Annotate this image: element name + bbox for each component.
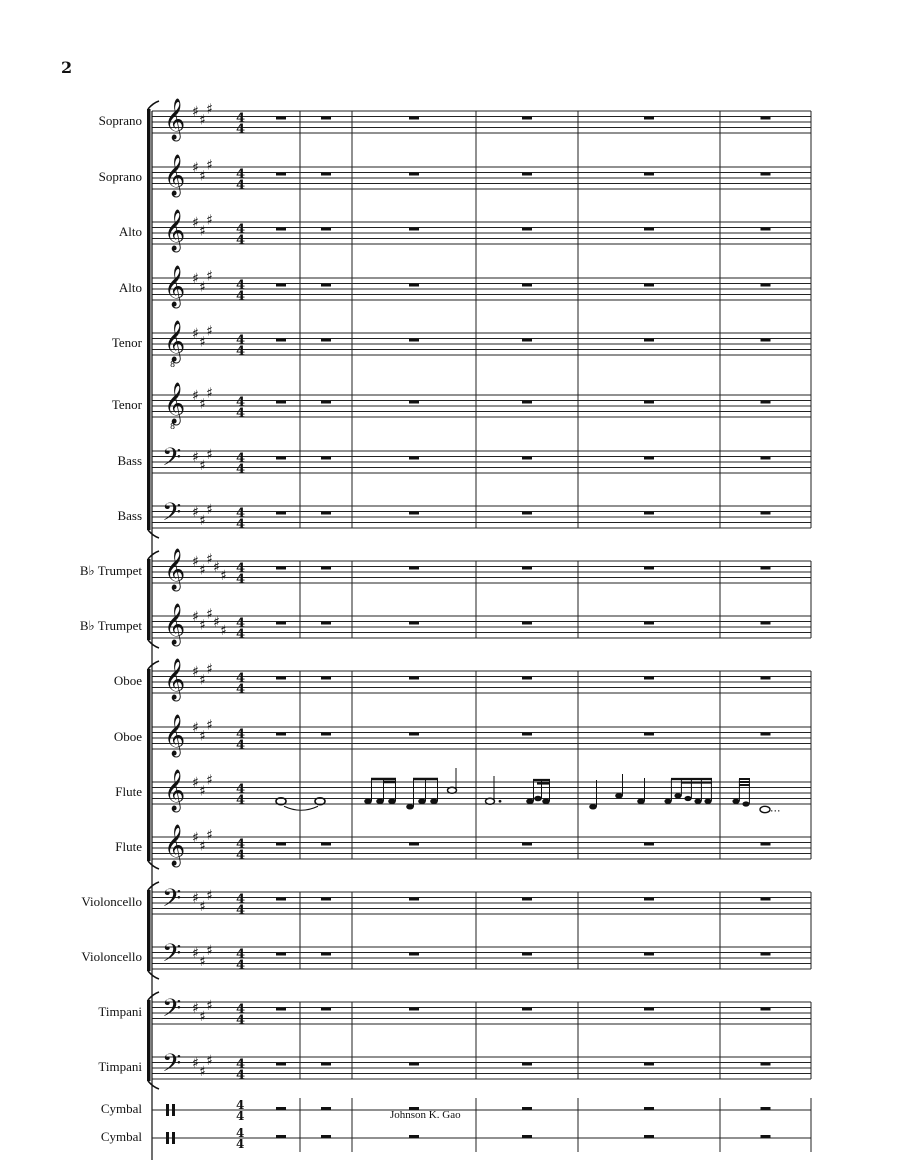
composer-name: Johnson K. Gao	[390, 1109, 461, 1121]
time-signature-denominator: 4	[236, 122, 246, 137]
sharp-icon: ♯	[199, 168, 206, 185]
time-signature-denominator: 4	[236, 289, 246, 304]
whole-rest-icon	[522, 401, 532, 404]
whole-rest-icon	[409, 284, 419, 287]
whole-rest-icon	[522, 677, 532, 680]
sharp-icon: ♯	[206, 772, 213, 789]
sharp-icon: ♯	[206, 551, 213, 568]
time-signature-denominator: 4	[236, 1013, 246, 1028]
whole-rest-icon	[644, 457, 654, 460]
sharp-icon: ♯	[192, 326, 199, 342]
whole-rest-icon	[409, 677, 419, 680]
sharp-icon: ♯	[206, 661, 213, 678]
group-bracket	[147, 669, 151, 861]
whole-rest-icon	[321, 953, 331, 956]
whole-rest-icon	[321, 512, 331, 515]
whole-rest-icon	[276, 228, 286, 231]
time-signature-numerator: 4	[236, 727, 246, 742]
whole-rest-icon	[522, 1107, 532, 1110]
treble-clef-icon: 𝄞	[164, 715, 186, 756]
whole-rest-icon	[276, 953, 286, 956]
sharp-icon: ♯	[199, 672, 206, 689]
instrument-label: Tenor	[111, 397, 142, 412]
time-signature-denominator: 4	[236, 627, 246, 642]
whole-rest-icon	[321, 567, 331, 570]
time-signature-numerator: 4	[236, 451, 246, 466]
time-signature-denominator: 4	[236, 1137, 245, 1151]
whole-rest-icon	[522, 228, 532, 231]
whole-rest-icon	[644, 173, 654, 176]
instrument-label: Oboe	[113, 673, 142, 688]
sharp-icon: ♯	[199, 783, 206, 800]
whole-rest-icon	[409, 457, 419, 460]
sharp-icon: ♯	[192, 1055, 199, 1072]
whole-rest-icon	[522, 733, 532, 736]
whole-rest-icon	[522, 339, 532, 342]
whole-rest-icon	[276, 1063, 286, 1066]
whole-rest-icon	[761, 228, 771, 231]
treble-clef-icon: 𝄞	[164, 155, 186, 196]
whole-rest-icon	[321, 117, 331, 120]
instrument-label: Bass	[117, 453, 142, 468]
dot	[499, 800, 502, 803]
time-signature-denominator: 4	[236, 517, 246, 532]
sharp-icon: ♯	[206, 942, 213, 959]
whole-rest-icon	[522, 622, 532, 625]
whole-rest-icon	[522, 284, 532, 287]
note	[364, 798, 372, 804]
whole-rest-icon	[321, 1107, 331, 1110]
sharp-icon: ♯	[199, 898, 206, 915]
time-signature-denominator: 4	[236, 958, 246, 973]
whole-rest-icon	[321, 173, 331, 176]
sharp-icon: ♯	[206, 268, 213, 285]
whole-rest-icon	[644, 512, 654, 515]
octave-mark: 8	[170, 422, 176, 431]
whole-rest-icon	[276, 401, 286, 404]
time-signature-numerator: 4	[236, 278, 246, 293]
whole-rest-icon	[409, 953, 419, 956]
time-signature-denominator: 4	[236, 1109, 245, 1123]
instrument-label: Tenor	[111, 335, 142, 350]
whole-rest-icon	[522, 173, 532, 176]
instrument-label: Bass	[117, 508, 142, 523]
whole-rest-icon	[644, 228, 654, 231]
sharp-icon: ♯	[199, 1063, 206, 1080]
note	[704, 799, 711, 804]
sharp-icon: ♯	[199, 562, 206, 579]
whole-rest-icon	[644, 117, 654, 120]
whole-rest-icon	[409, 512, 419, 515]
sharp-icon: ♯	[206, 501, 213, 518]
time-signature-numerator: 4	[236, 333, 246, 348]
time-signature-numerator: 4	[236, 837, 246, 852]
sharp-icon: ♯	[192, 609, 199, 625]
whole-rest-icon	[276, 733, 286, 736]
sharp-icon: ♯	[199, 953, 206, 970]
whole-rest-icon	[761, 401, 771, 404]
whole-rest-icon	[321, 898, 331, 901]
whole-rest-icon	[522, 1008, 532, 1011]
bracket-hook	[148, 861, 159, 869]
sharp-icon: ♯	[192, 890, 199, 907]
bracket-hook	[148, 992, 159, 1000]
sharp-icon: ♯	[206, 212, 213, 229]
sharp-icon: ♯	[213, 614, 220, 631]
sharp-icon: ♯	[206, 997, 213, 1014]
whole-rest-icon	[522, 1063, 532, 1066]
whole-rest-icon	[761, 677, 771, 680]
whole-rest-icon	[321, 843, 331, 846]
time-signature-denominator: 4	[236, 344, 246, 359]
note	[534, 796, 542, 802]
time-signature-numerator: 4	[236, 671, 246, 686]
whole-rest-icon	[644, 567, 654, 570]
whole-rest-icon	[409, 1008, 419, 1011]
whole-rest-icon	[409, 843, 419, 846]
whole-rest-icon	[321, 228, 331, 231]
whole-rest-icon	[276, 173, 286, 176]
instrument-label: Alto	[118, 280, 142, 295]
instrument-label: B♭ Trumpet	[79, 563, 142, 578]
instrument-label: Cymbal	[100, 1129, 142, 1144]
treble-clef-icon: 𝄞	[164, 99, 186, 140]
treble-clef-icon: 𝄞	[164, 321, 186, 362]
sharp-icon: ♯	[220, 567, 227, 584]
bass-clef-icon: 𝄢	[162, 1049, 182, 1084]
time-signature-numerator: 4	[236, 222, 246, 237]
whole-rest-icon	[644, 1063, 654, 1066]
whole-rest-icon	[761, 622, 771, 625]
note	[664, 799, 671, 804]
whole-rest-icon	[409, 1063, 419, 1066]
whole-rest-icon	[321, 284, 331, 287]
instrument-label: Flute	[115, 784, 142, 799]
whole-rest-icon	[761, 1008, 771, 1011]
instrument-label: Timpani	[98, 1059, 142, 1074]
whole-rest-icon	[644, 339, 654, 342]
whole-rest-icon	[644, 401, 654, 404]
note	[486, 798, 495, 804]
whole-rest-icon	[276, 339, 286, 342]
whole-rest-icon	[761, 1107, 771, 1110]
time-signature-numerator: 4	[236, 395, 246, 410]
whole-rest-icon	[522, 843, 532, 846]
percussion-clef-icon	[172, 1104, 175, 1116]
bracket-hook	[148, 551, 159, 559]
whole-rest-icon	[761, 953, 771, 956]
time-signature-numerator: 4	[236, 616, 246, 631]
time-signature-denominator: 4	[236, 462, 246, 477]
whole-rest-icon	[409, 622, 419, 625]
time-signature-numerator: 4	[236, 167, 246, 182]
note	[376, 798, 384, 804]
time-signature-numerator: 4	[236, 561, 246, 576]
note	[674, 793, 681, 798]
sharp-icon: ♯	[206, 323, 213, 340]
whole-rest-icon	[644, 733, 654, 736]
whole-rest-icon	[644, 898, 654, 901]
sharp-icon: ♯	[192, 664, 199, 680]
sharp-icon: ♯	[206, 887, 213, 904]
whole-rest-icon	[761, 339, 771, 342]
sharp-icon: ♯	[192, 1000, 199, 1017]
whole-rest-icon	[522, 1135, 532, 1138]
dots: ...	[770, 801, 781, 815]
whole-rest-icon	[321, 339, 331, 342]
whole-rest-icon	[644, 622, 654, 625]
whole-rest-icon	[409, 1135, 419, 1138]
whole-rest-icon	[276, 1008, 286, 1011]
percussion-clef-icon	[166, 1132, 169, 1144]
note	[418, 798, 426, 804]
sharp-icon: ♯	[192, 720, 199, 736]
time-signature-denominator: 4	[236, 233, 246, 248]
group-bracket	[147, 890, 151, 971]
instrument-label: B♭ Trumpet	[79, 618, 142, 633]
whole-rest-icon	[522, 457, 532, 460]
whole-rest-icon	[761, 1063, 771, 1066]
sharp-icon: ♯	[199, 728, 206, 745]
treble-clef-icon: 𝄞	[164, 825, 186, 866]
whole-rest-icon	[761, 457, 771, 460]
instrument-label: Oboe	[113, 729, 142, 744]
bracket-hook	[148, 530, 159, 538]
whole-rest-icon	[761, 512, 771, 515]
whole-rest-icon	[409, 339, 419, 342]
time-signature-denominator: 4	[236, 738, 246, 753]
note	[448, 787, 457, 793]
whole-rest-icon	[644, 843, 654, 846]
treble-clef-icon: 𝄞	[164, 659, 186, 700]
whole-rest-icon	[276, 1107, 286, 1110]
instrument-label: Violoncello	[81, 894, 142, 909]
whole-rest-icon	[276, 284, 286, 287]
whole-rest-icon	[276, 677, 286, 680]
treble-clef-icon: 𝄞	[164, 266, 186, 307]
bass-clef-icon: 𝄢	[162, 498, 182, 533]
instrument-label: Alto	[118, 224, 142, 239]
group-bracket	[147, 1000, 151, 1081]
whole-rest-icon	[761, 173, 771, 176]
whole-rest-icon	[321, 1135, 331, 1138]
sharp-icon: ♯	[206, 1052, 213, 1069]
sharp-icon: ♯	[199, 112, 206, 129]
sharp-icon: ♯	[206, 101, 213, 118]
sharp-icon: ♯	[192, 160, 199, 176]
bracket-hook	[148, 101, 159, 109]
whole-rest-icon	[321, 677, 331, 680]
sharp-icon: ♯	[199, 838, 206, 855]
sharp-icon: ♯	[199, 1008, 206, 1025]
percussion-clef-icon	[172, 1132, 175, 1144]
whole-rest-icon	[522, 567, 532, 570]
sharp-icon: ♯	[199, 512, 206, 529]
sharp-icon: ♯	[192, 504, 199, 521]
tie	[284, 806, 318, 810]
sharp-icon: ♯	[192, 830, 199, 846]
whole-rest-icon	[761, 733, 771, 736]
bass-clef-icon: 𝄢	[162, 884, 182, 919]
sharp-icon: ♯	[206, 385, 213, 402]
bracket-hook	[148, 971, 159, 979]
time-signature-numerator: 4	[236, 782, 246, 797]
bass-clef-icon: 𝄢	[162, 939, 182, 974]
sharp-icon: ♯	[206, 157, 213, 174]
whole-rest-icon	[409, 401, 419, 404]
sharp-icon: ♯	[199, 223, 206, 240]
whole-rest-icon	[761, 567, 771, 570]
whole-rest-icon	[276, 1135, 286, 1138]
treble-clef-icon: 𝄞	[164, 383, 186, 424]
sharp-icon: ♯	[199, 334, 206, 351]
time-signature-numerator: 4	[236, 1126, 245, 1140]
whole-rest-icon	[409, 228, 419, 231]
time-signature-denominator: 4	[236, 1068, 246, 1083]
note	[637, 798, 645, 804]
sharp-icon: ♯	[220, 622, 227, 639]
time-signature-numerator: 4	[236, 1002, 246, 1017]
whole-rest-icon	[276, 622, 286, 625]
whole-rest-icon	[409, 567, 419, 570]
whole-rest-icon	[644, 953, 654, 956]
whole-rest-icon	[644, 1008, 654, 1011]
note	[732, 799, 739, 804]
time-signature-numerator: 4	[236, 947, 246, 962]
whole-rest-icon	[321, 622, 331, 625]
time-signature-denominator: 4	[236, 903, 246, 918]
whole-rest-icon	[761, 284, 771, 287]
whole-rest-icon	[321, 401, 331, 404]
note	[684, 796, 691, 801]
sharp-icon: ♯	[206, 446, 213, 463]
sharp-icon: ♯	[206, 606, 213, 623]
sharp-icon: ♯	[192, 945, 199, 962]
instrument-label: Timpani	[98, 1004, 142, 1019]
whole-rest-icon	[761, 843, 771, 846]
whole-rest-icon	[409, 733, 419, 736]
note	[430, 798, 438, 804]
time-signature-denominator: 4	[236, 793, 246, 808]
note	[742, 801, 749, 806]
whole-rest-icon	[761, 1135, 771, 1138]
whole-rest-icon	[321, 1008, 331, 1011]
sharp-icon: ♯	[206, 717, 213, 734]
whole-rest-icon	[276, 843, 286, 846]
whole-rest-icon	[522, 953, 532, 956]
bracket-hook	[148, 661, 159, 669]
bass-clef-icon: 𝄢	[162, 994, 182, 1029]
sharp-icon: ♯	[213, 559, 220, 576]
time-signature-denominator: 4	[236, 406, 246, 421]
sharp-icon: ♯	[192, 554, 199, 570]
time-signature-denominator: 4	[236, 848, 246, 863]
sharp-icon: ♯	[192, 104, 199, 120]
note	[760, 806, 770, 812]
treble-clef-icon: 𝄞	[164, 210, 186, 251]
sharp-icon: ♯	[199, 279, 206, 296]
group-bracket	[147, 109, 151, 530]
whole-rest-icon	[644, 677, 654, 680]
whole-rest-icon	[276, 567, 286, 570]
sharp-icon: ♯	[192, 271, 199, 287]
octave-mark: 8	[170, 360, 176, 369]
whole-rest-icon	[644, 284, 654, 287]
sharp-icon: ♯	[192, 215, 199, 231]
time-signature-numerator: 4	[236, 1098, 245, 1112]
treble-clef-icon: 𝄞	[164, 604, 186, 645]
whole-rest-icon	[644, 1135, 654, 1138]
whole-rest-icon	[409, 898, 419, 901]
whole-rest-icon	[761, 898, 771, 901]
page-number: 2	[61, 58, 73, 77]
treble-clef-icon: 𝄞	[164, 549, 186, 590]
whole-rest-icon	[522, 117, 532, 120]
whole-rest-icon	[276, 117, 286, 120]
note	[406, 804, 414, 810]
note	[589, 804, 597, 810]
sharp-icon: ♯	[206, 827, 213, 844]
time-signature-denominator: 4	[236, 682, 246, 697]
bracket-hook	[148, 1081, 159, 1089]
whole-rest-icon	[644, 1107, 654, 1110]
whole-rest-icon	[522, 512, 532, 515]
note	[526, 798, 534, 804]
whole-rest-icon	[276, 898, 286, 901]
bracket-hook	[148, 640, 159, 648]
whole-rest-icon	[321, 1063, 331, 1066]
instrument-label: Flute	[115, 839, 142, 854]
group-bracket	[147, 559, 151, 640]
treble-clef-icon: 𝄞	[164, 770, 186, 811]
whole-rest-icon	[276, 512, 286, 515]
sharp-icon: ♯	[192, 449, 199, 466]
time-signature-numerator: 4	[236, 506, 246, 521]
instrument-label: Cymbal	[100, 1101, 142, 1116]
instrument-label: Soprano	[98, 169, 142, 184]
whole-rest-icon	[761, 117, 771, 120]
whole-rest-icon	[321, 733, 331, 736]
sharp-icon: ♯	[192, 775, 199, 791]
whole-rest-icon	[276, 457, 286, 460]
time-signature-denominator: 4	[236, 178, 246, 193]
whole-rest-icon	[409, 173, 419, 176]
whole-rest-icon	[321, 457, 331, 460]
time-signature-denominator: 4	[236, 572, 246, 587]
note	[388, 798, 396, 804]
sharp-icon: ♯	[199, 396, 206, 413]
time-signature-numerator: 4	[236, 892, 246, 907]
time-signature-numerator: 4	[236, 1057, 246, 1072]
whole-rest-icon	[409, 117, 419, 120]
sharp-icon: ♯	[199, 617, 206, 634]
whole-rest-icon	[522, 898, 532, 901]
instrument-label: Violoncello	[81, 949, 142, 964]
note	[542, 798, 550, 804]
time-signature-numerator: 4	[236, 111, 246, 126]
bass-clef-icon: 𝄢	[162, 443, 182, 478]
instrument-label: Soprano	[98, 113, 142, 128]
sharp-icon: ♯	[199, 457, 206, 474]
note	[615, 793, 623, 799]
note	[694, 799, 701, 804]
sharp-icon: ♯	[192, 388, 199, 404]
percussion-clef-icon	[166, 1104, 169, 1116]
bracket-hook	[148, 882, 159, 890]
